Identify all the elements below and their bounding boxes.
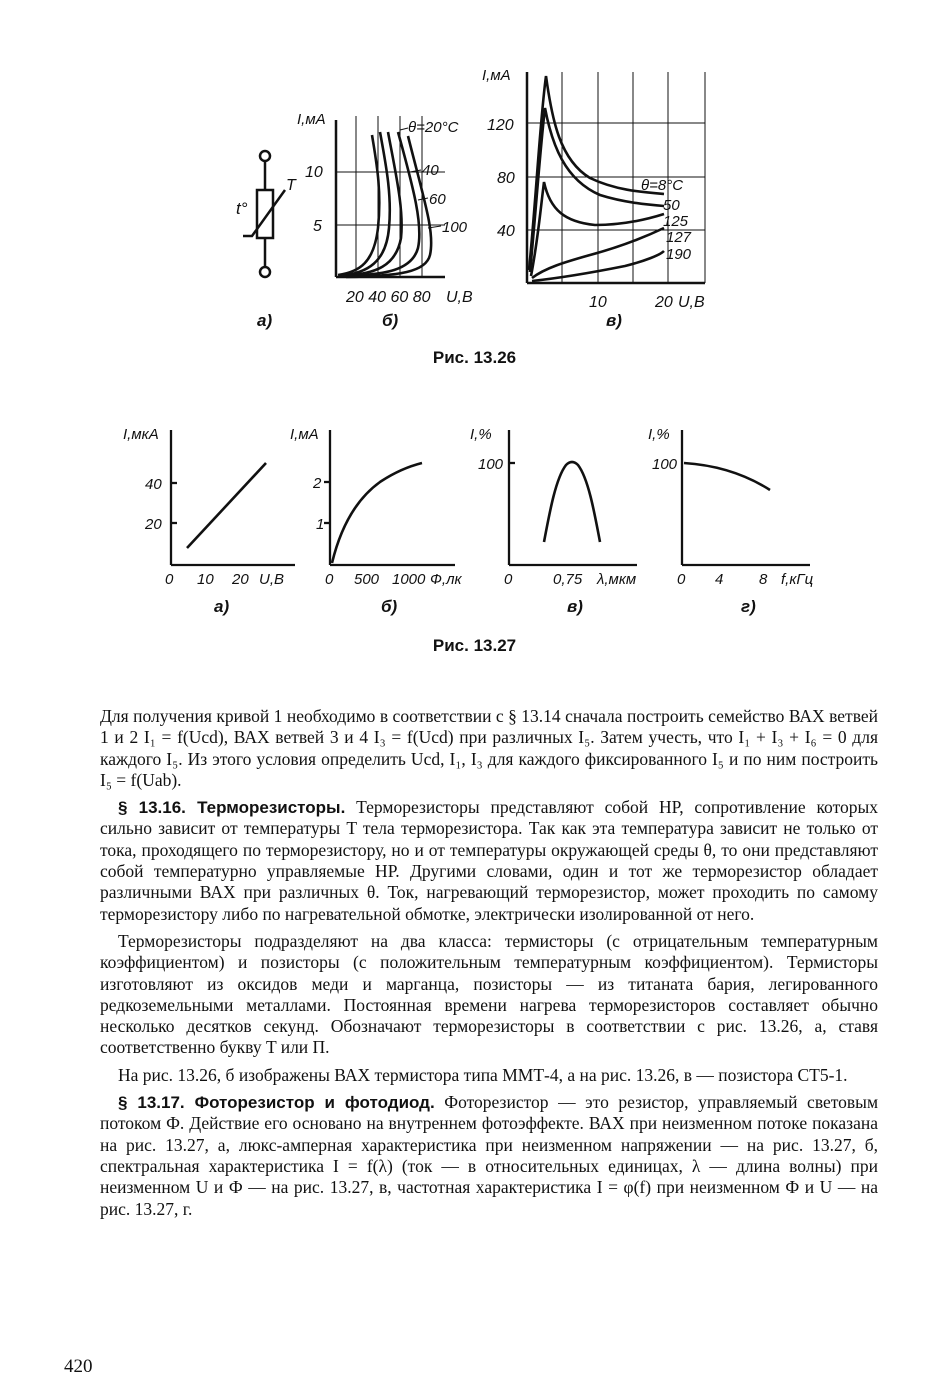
section-heading: § 13.16. Терморезисторы. <box>118 798 346 818</box>
panel-label-a: а) <box>257 311 273 330</box>
chart-1327d-xtick: 4 <box>715 571 724 588</box>
curve-1326b-2 <box>340 132 390 276</box>
section-1316 <box>100 797 878 925</box>
chart-1327a-xtick: 20 <box>232 571 249 588</box>
body-text <box>100 706 878 1226</box>
chart-1327d-xlabel: f,кГц <box>781 571 814 588</box>
chart-1327d-ylabel: I,% <box>648 426 670 443</box>
chart-1327b-xtick: 0 <box>325 571 334 588</box>
chart-1327b-ytick: 2 <box>313 475 322 492</box>
chart-1327d-xtick: 0 <box>677 571 686 588</box>
section-heading: § 13.17. Фоторезистор и фотодиод. <box>118 1093 435 1113</box>
chart-1327b-ylabel: I,мА <box>290 426 319 443</box>
chart-1327a-xtick: 10 <box>197 571 214 588</box>
page-number: 420 <box>64 1356 93 1377</box>
chart-1327a-ytick: 20 <box>145 516 162 533</box>
panel-label-1327b: б) <box>381 597 398 616</box>
chart-1326c-ytick: 40 <box>497 223 515 240</box>
chart-1326c-xtick: 10 <box>589 294 607 311</box>
chart-1326c-curve-label: 127 <box>666 229 692 246</box>
chart-1327b <box>290 426 463 616</box>
chart-1326b-ytick: 10 <box>305 164 323 181</box>
panel-label-1327a: а) <box>214 597 230 616</box>
chart-1327c-xtick: 0,75 <box>553 571 583 588</box>
chart-1326b-curve-label: 40 <box>422 162 439 179</box>
curve-1327b <box>332 463 422 563</box>
paragraph: Терморезисторы представляют собой НР, сопротивление которых сильно зависит от температуры T тела терморезистора. Так как эта температура зависит не только от тока, проходящего по терморезистору, но и от температуры окружающей среды θ, то они представляют собой температурно управляемые НР. Другими словами, один и тот же терморезистор обладает различными ВАХ при различных θ. Ток, нагревающий терморезистор, может проходить по самому терморезистору либо по нагревательной обмотке, электрически изолированной от него. <box>100 797 879 924</box>
chart-1327b-ytick: 1 <box>316 516 325 533</box>
chart-1326c-curve-label: 125 <box>663 213 689 230</box>
chart-1326c-ytick: 80 <box>497 170 515 187</box>
chart-1326b-curves <box>338 132 431 277</box>
chart-1327d-ytick: 100 <box>652 456 678 473</box>
chart-1326b-curve-label: 60 <box>429 191 446 208</box>
chart-1326c-curve-label: 50 <box>663 197 680 214</box>
chart-1327c-ylabel: I,% <box>470 426 492 443</box>
chart-1326b <box>297 111 473 330</box>
chart-1326c-ylabel: I,мА <box>482 67 511 84</box>
curve-1327d <box>684 463 770 490</box>
section-1317 <box>100 1092 878 1220</box>
thermoresistor-symbol <box>243 151 285 277</box>
panel-label-1327d: г) <box>741 597 756 616</box>
chart-1327d-xtick: 8 <box>759 571 768 588</box>
chart-1326c-ytick: 120 <box>487 117 514 134</box>
symbol-t-label: t° <box>236 199 248 218</box>
panel-label-b: б) <box>382 311 399 330</box>
chart-1327b-xlabel: Ф,лк <box>430 571 462 588</box>
chart-1326c <box>482 67 705 330</box>
chart-1326b-xlabel: U,B <box>446 289 473 306</box>
curve-1327a <box>187 463 266 548</box>
chart-1326c-curve-label: θ=8°C <box>641 177 684 194</box>
chart-1327a-xtick: 0 <box>165 571 174 588</box>
chart-1327c-xtick: 0 <box>504 571 513 588</box>
chart-1326b-ytick: 5 <box>313 218 322 235</box>
chart-1327a-ylabel: I,мкА <box>123 426 159 443</box>
paragraph: Терморезисторы подразделяют на два класса: термисторы (с отрицательным температурным коэффициентом) и позисторы (с положительным температурным коэффициентом). Термисторы изготовляют из оксидов меди и марганца, позисторы — из титаната бария, легированного редкоземельными металлами. Постоянная времени нагрева терморезисторов составляет обычно несколько десятков секунд. Обозначают терморезисторы в соответствии с рис. 13.26, а, ставя соответственно букву T или П. <box>100 930 878 1058</box>
chart-1326c-curve-label: 190 <box>666 246 692 263</box>
panel-label-1327c: в) <box>567 597 583 616</box>
curve-1326c-1 <box>529 76 664 270</box>
chart-1327b-xtick: 500 <box>354 571 380 588</box>
chart-1326b-xticks: 20 40 60 80 <box>346 289 431 306</box>
chart-1327a-ytick: 40 <box>145 476 162 493</box>
symbol-T-label: T <box>286 177 296 194</box>
paragraph: Фоторезистор — это резистор, управляемый световым потоком Ф. Действие его основано на внутреннем фотоэффекте. ВАХ при неизменном потоке показана на рис. 13.27, а, люкс-амперная характеристика при неизменном напряжении — на рис. 13.27, б, спектральная характеристика I = f(λ) (ток — в относительных единицах, λ — длина волны) при неизменном U и Ф — на рис. 13.27, в, частотная характеристика I = φ(f) при неизменном Ф и U — на рис. 13.27, г. <box>100 1092 879 1219</box>
chart-1327c-ytick: 100 <box>478 456 504 473</box>
chart-1327b-xtick: 1000 <box>392 571 426 588</box>
chart-1327a-xlabel: U,B <box>259 571 285 588</box>
figure-caption-1326: Рис. 13.26 <box>432 348 517 367</box>
chart-1327d <box>648 426 814 616</box>
chart-1326b-ylabel: I,мА <box>297 111 326 128</box>
chart-1326b-curve-label: θ=20°C <box>408 119 459 136</box>
chart-1327c-xlabel: λ,мкм <box>597 571 637 588</box>
chart-1327a <box>123 426 295 616</box>
paragraph: На рис. 13.26, б изображены ВАХ термистора типа ММТ-4, а на рис. 13.26, в — позистора СТ5-1. <box>118 1064 848 1085</box>
chart-1326c-xtick: 20 <box>655 294 673 311</box>
paragraph: Для получения кривой 1 необходимо в соответствии с § 13.14 сначала построить семейство ВАХ ветвей 1 и 2 I₁ = f(Ucd), ВАХ ветвей 3 и 4 I₃ = f(Ucd) при различных I₅. Затем учесть, что I₁ + I₃ + I₆ = 0 для каждого I₅. Из этого условия определить Ucd, I₁, I₃ для каждого фиксированного I₅ и по ним построить I₅ = f(Uab). <box>100 706 878 790</box>
panel-label-c: в) <box>606 311 622 330</box>
curve-1327c <box>544 462 600 542</box>
chart-1327c <box>470 426 637 616</box>
curve-1326b-1 <box>338 135 379 275</box>
figure-caption-1327: Рис. 13.27 <box>432 636 517 655</box>
chart-1326c-xlabel: U,B <box>678 294 705 311</box>
chart-1326b-curve-label: 100 <box>442 219 468 236</box>
